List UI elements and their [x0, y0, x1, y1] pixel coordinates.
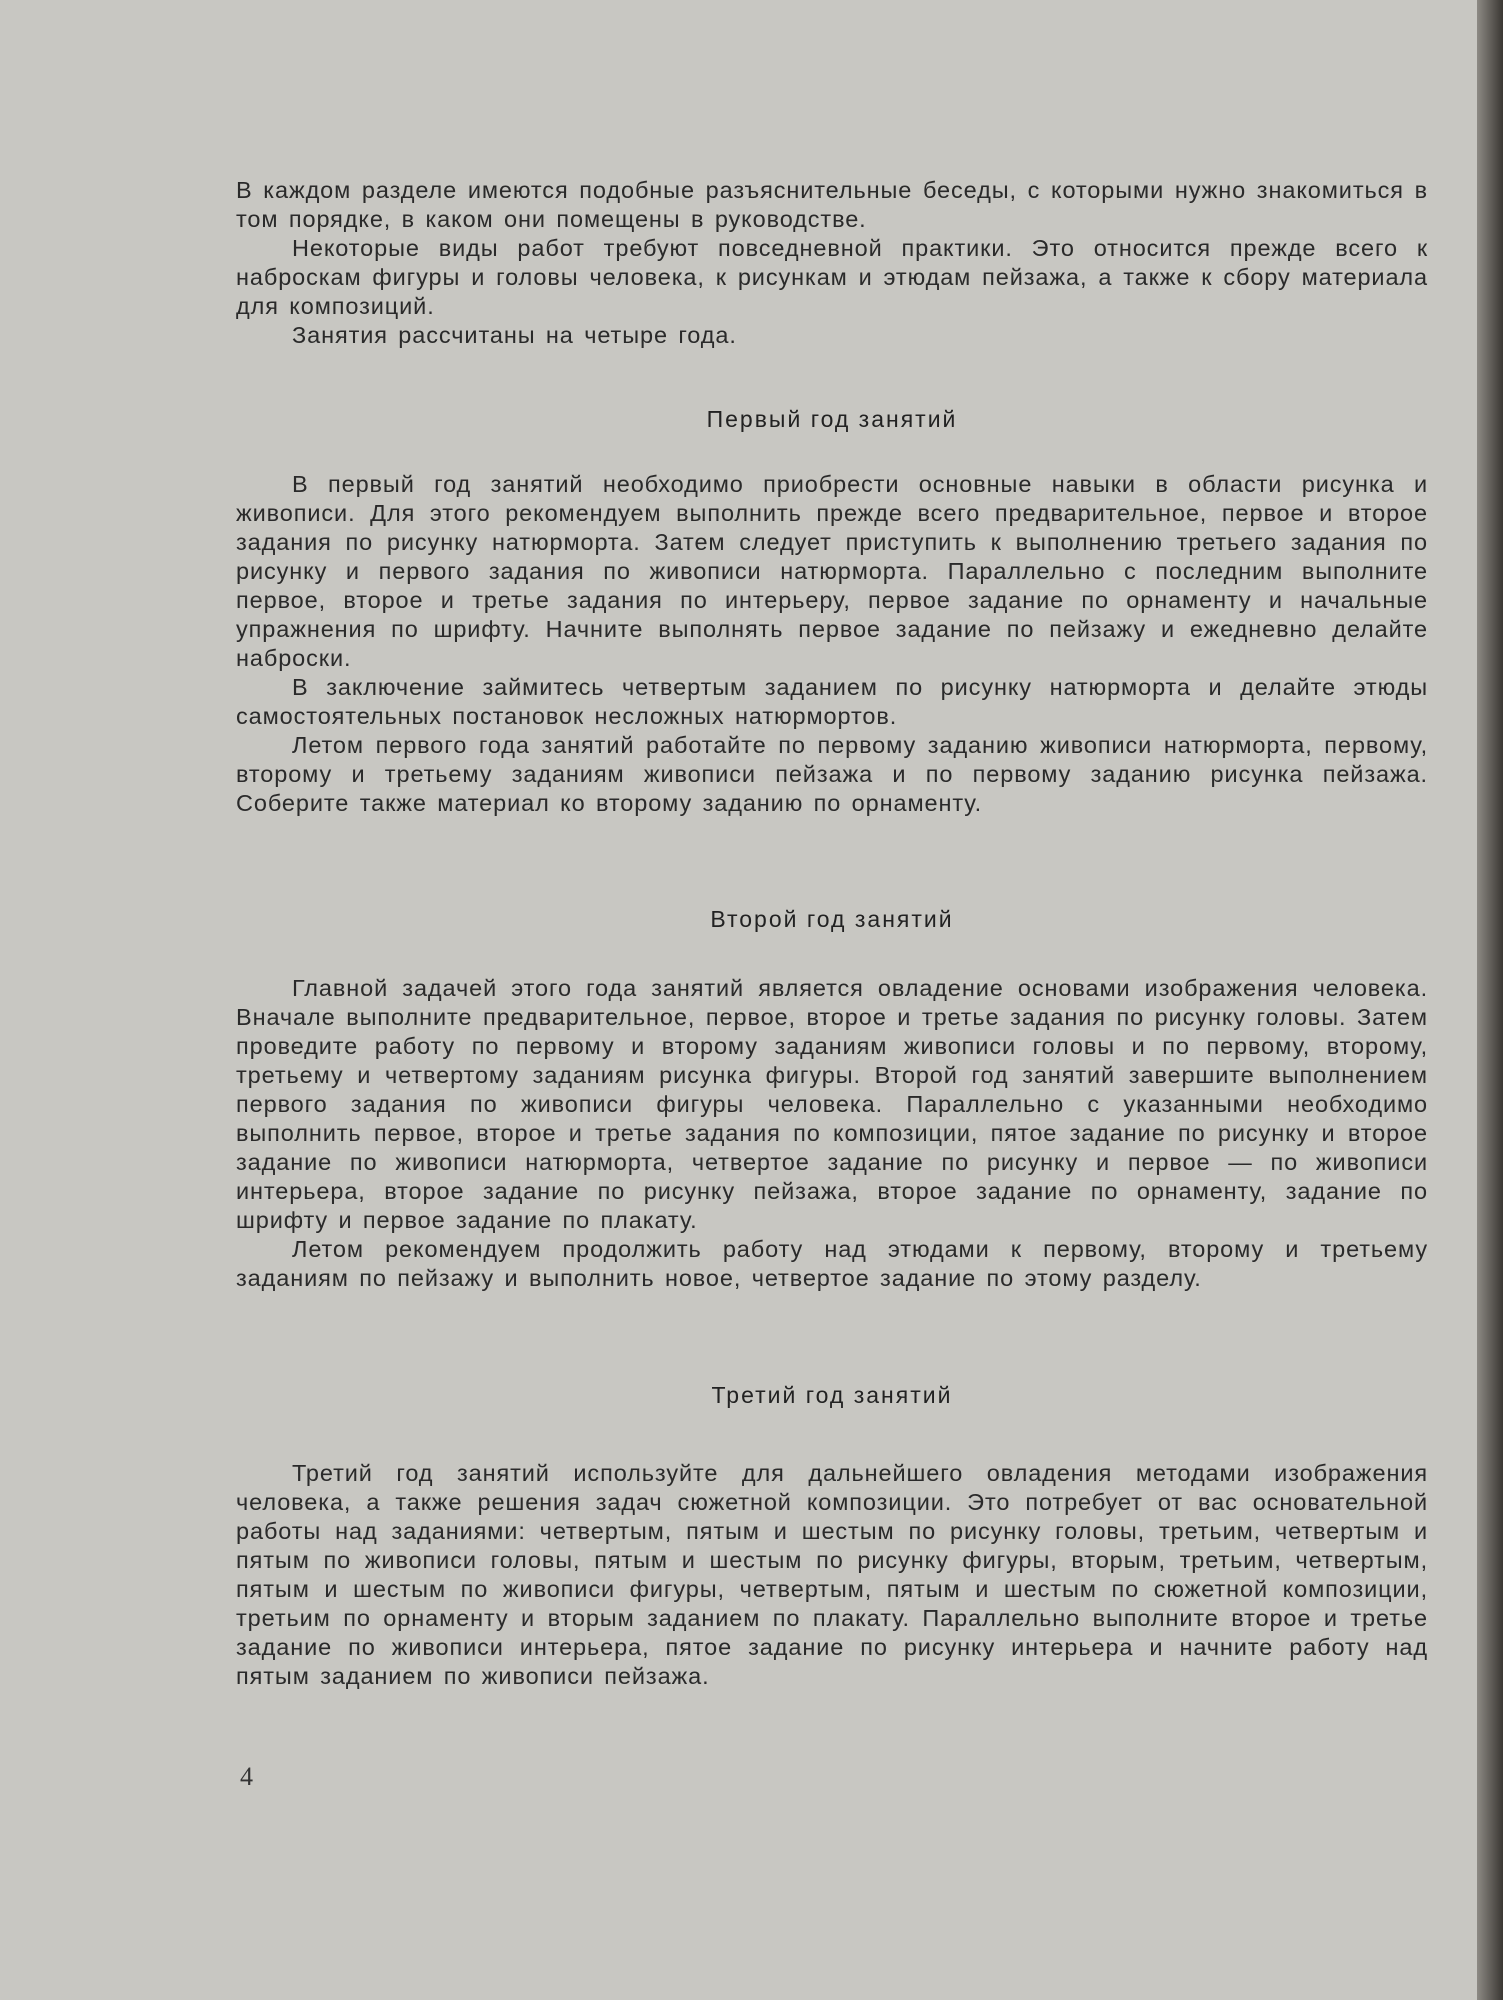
paragraph: Третий год занятий используйте для дальнейшего овладения методами изображения человека, а также решения задач сюжетной композиции. Это потребует от вас основательной работы над заданиями: четвертым, пятым и шестым по рисунку головы, третьим, четвертым и пятым по живописи головы, пятым и шестым по рисунку фигуры, вторым, третьим, четвертым, пятым и шестым по живописи фигуры, четвертым, пятым и шестым по сюжетной композиции, третьим по орнаменту и вторым заданием по плакату. Параллельно выполните второе и третье задание по живописи интерьера, пятое задание по рисунку интерьера и начните работу над пятым заданием по живописи пейзажа. [236, 1460, 1428, 1689]
section-heading-third-year: Третий год занятий [711, 1382, 953, 1408]
page-number: 4 [240, 1762, 253, 1791]
paragraph: В каждом разделе имеются подобные разъяснительные беседы, с которыми нужно знакомиться в том порядке, в каком они помещены в руководстве. [236, 177, 1428, 232]
paragraph: Главной задачей этого года занятий является овладение основами изображения человека. Вначале выполните предварительное, первое, второе и третье задания по рисунку головы. Затем проведите работу по первому и второму заданиям живописи головы и по первому, второму, третьему и четвертому заданиям рисунка фигуры. Второй год занятий завершите выполнением первого задания по живописи фигуры человека. Параллельно с указанными необходимо выполнить первое, второе и третье задания по композиции, пятое задание по рисунку и второе задание по живописи натюрморта, четвертое задание по рисунку и первое — по живописи интерьера, второе задание по рисунку пейзажа, второе задание по орнаменту, задание по шрифту и первое задание по плакату. [236, 975, 1428, 1233]
paragraph: Летом первого года занятий работайте по первому заданию живописи натюрморта, первому, второму и третьему заданиям живописи пейзажа и по первому заданию рисунка пейзажа. Соберите также материал ко второму заданию по орнаменту. [236, 732, 1428, 816]
paragraph: Некоторые виды работ требуют повседневной практики. Это относится прежде всего к наброскам фигуры и головы человека, к рисункам и этюдам пейзажа, а также к сбору материала для композиций. [236, 235, 1428, 319]
section-second-year [236, 974, 1428, 1293]
section-heading-first-year: Первый год занятий [706, 406, 958, 432]
page-edge-shadow [1477, 0, 1503, 2000]
section-first-year [236, 470, 1428, 818]
paragraph: В заключение займитесь четвертым заданием по рисунку натюрморта и делайте этюды самостоятельных постановок несложных натюрмортов. [236, 674, 1428, 729]
paragraph: В первый год занятий необходимо приобрести основные навыки в области рисунка и живописи. Для этого рекомендуем выполнить прежде всего предварительное, первое и второе задания по рисунку натюрморта. Затем следует приступить к выполнению третьего задания по рисунку и первого задания по живописи натюрморта. Параллельно с последним выполните первое, второе и третье задания по интерьеру, первое задание по орнаменту и начальные упражнения по шрифту. Начните выполнять первое задание по пейзажу и ежедневно делайте наброски. [236, 471, 1428, 671]
intro-text [236, 176, 1428, 350]
paragraph: Занятия рассчитаны на четыре года. [292, 322, 737, 348]
paragraph: Летом рекомендуем продолжить работу над этюдами к первому, второму и третьему заданиям по пейзажу и выполнить новое, четвертое задание по этому разделу. [236, 1236, 1428, 1291]
section-third-year [236, 1459, 1428, 1691]
section-heading-second-year: Второй год занятий [710, 906, 954, 932]
